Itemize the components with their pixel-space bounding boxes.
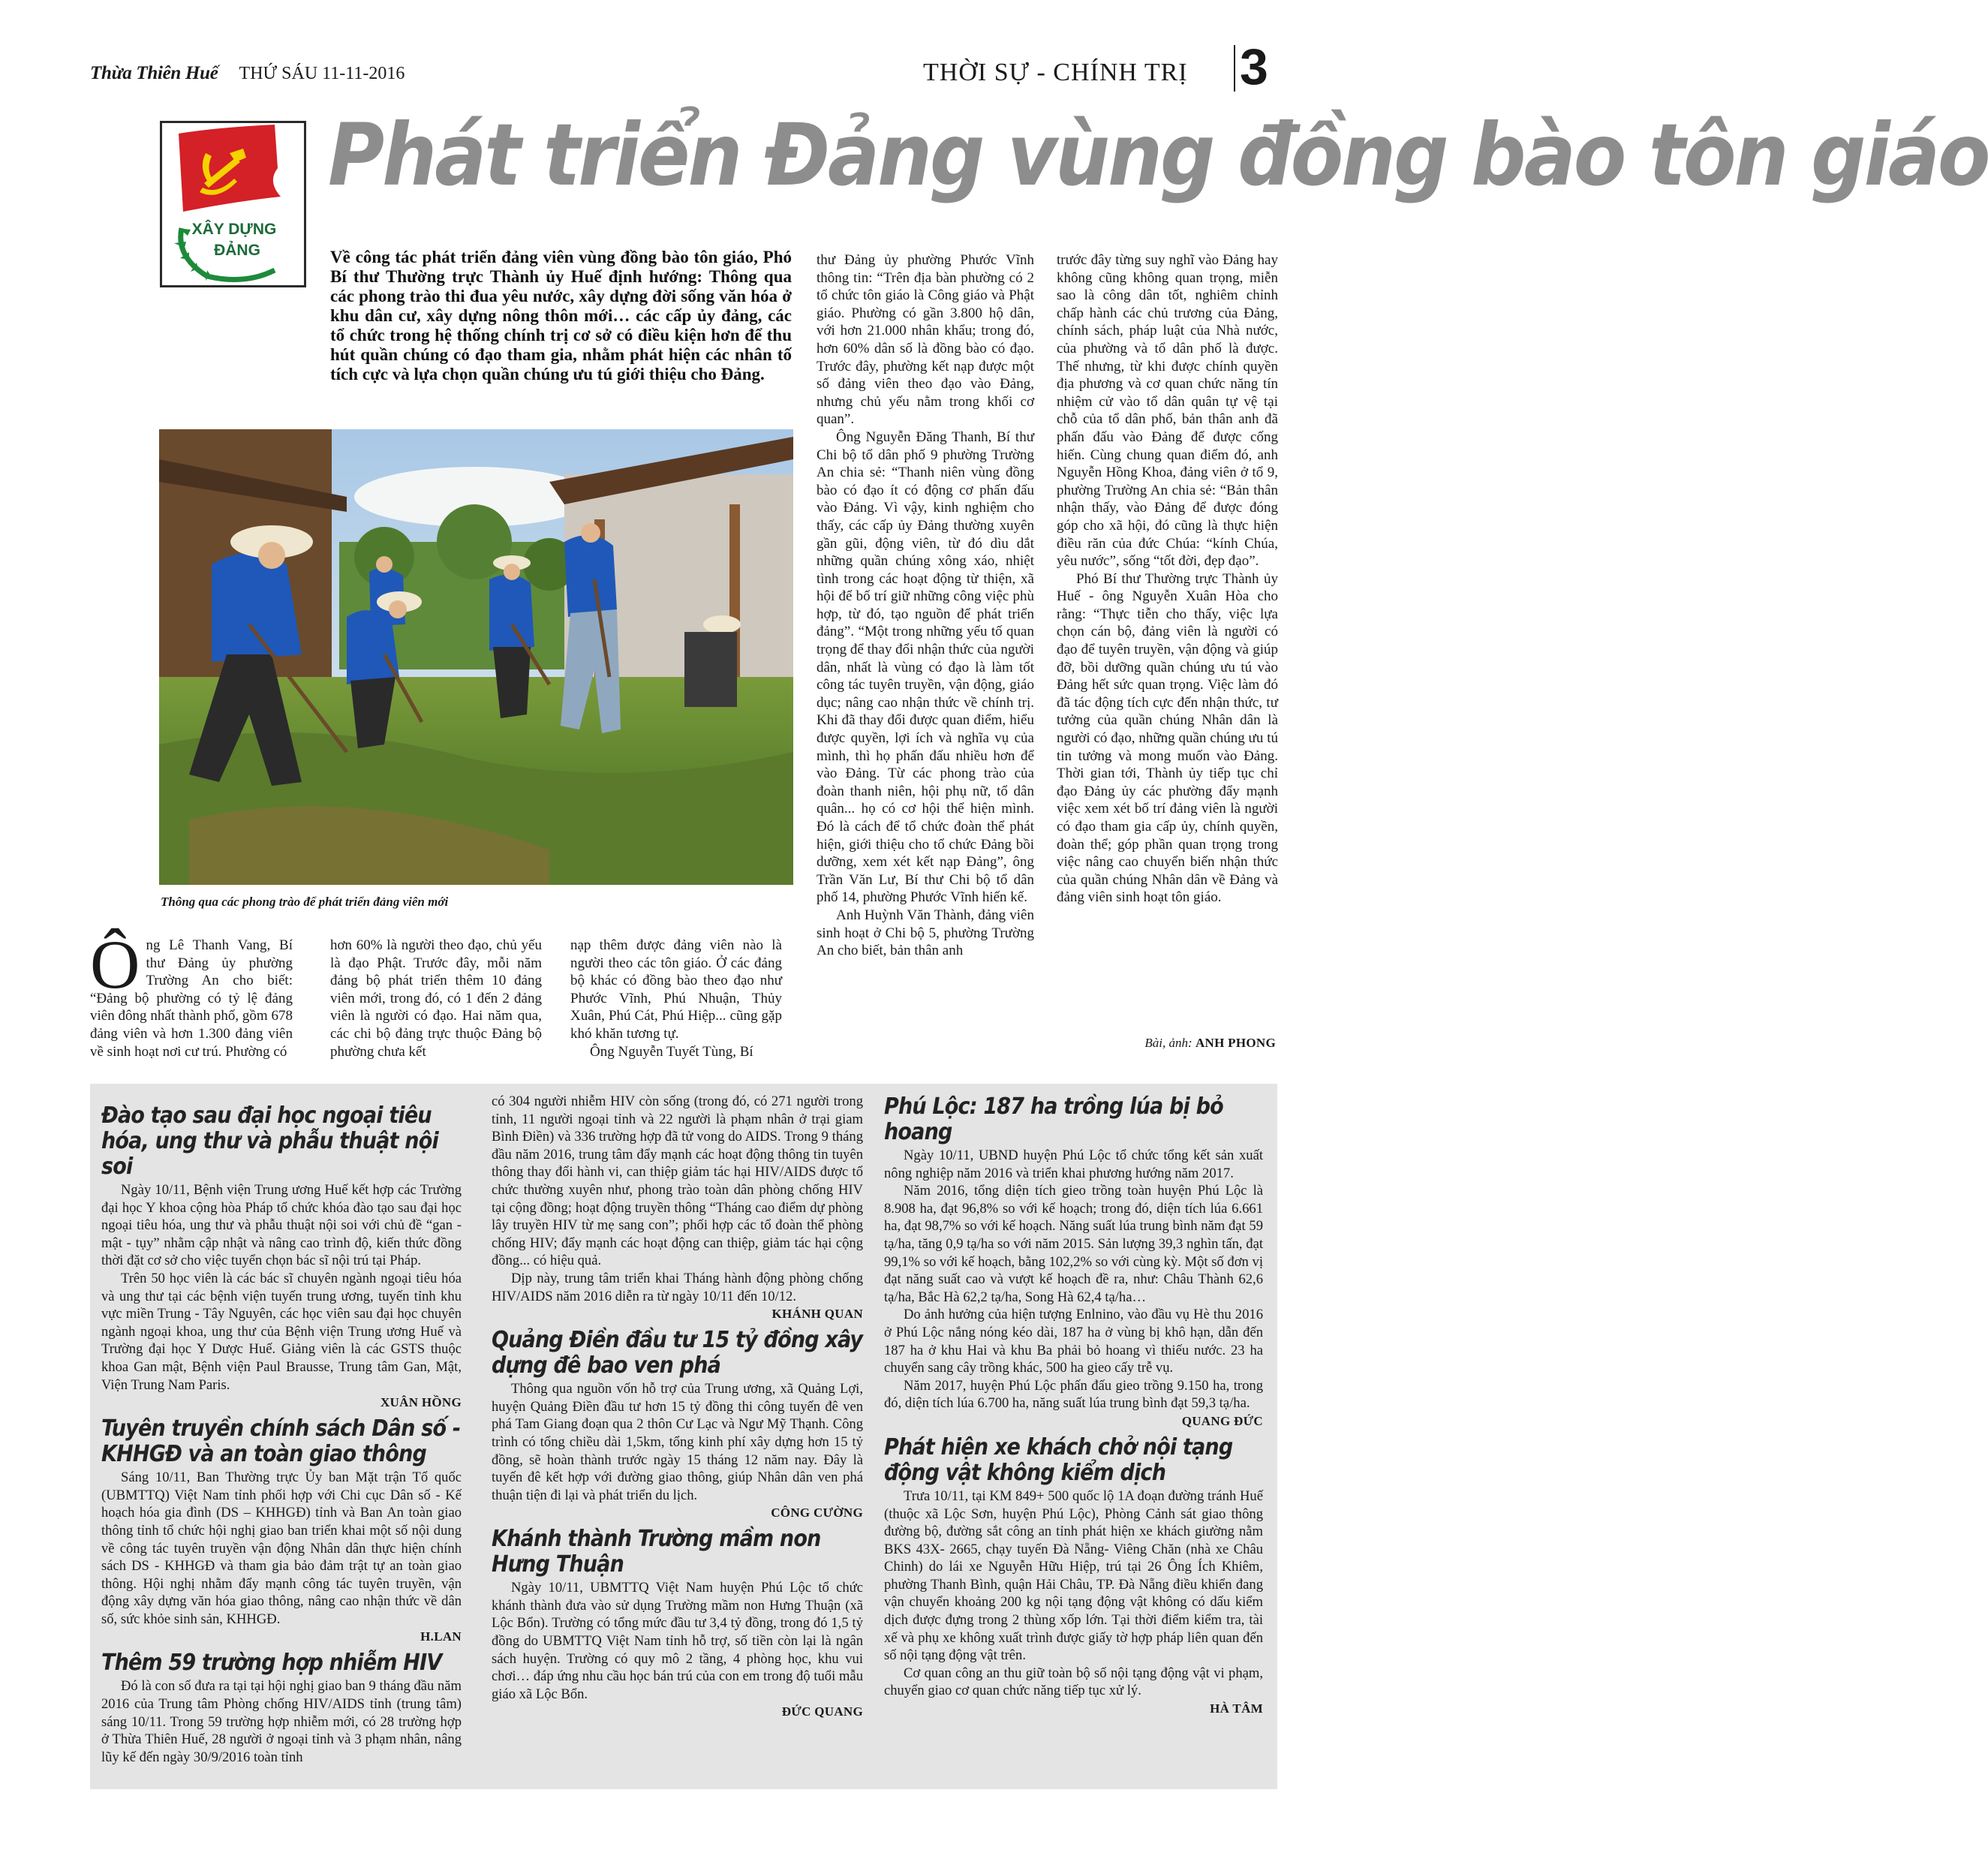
news-item xyxy=(101,1103,462,1410)
drop-cap: Ô xyxy=(90,926,140,1003)
paragraph: Cơ quan công an thu giữ toàn bộ số nội tạng động vật vi phạm, chuyển giao cơ quan chức năng tiếp tục xử lý. xyxy=(884,1665,1263,1699)
news-headline: Tuyên truyền chính sách Dân số - KHHGĐ và an toàn giao thông xyxy=(101,1415,461,1468)
news-headline: Đào tạo sau đại học ngoại tiêu hóa, ung thư và phẫu thuật nội soi xyxy=(101,1102,438,1180)
paragraph: Ngày 10/11, UBND huyện Phú Lộc tổ chức tổng kết sản xuất nông nghiệp năm 2016 và triển khai phương hướng năm 2017. xyxy=(884,1148,1263,1181)
article-lead: Về công tác phát triển đảng viên vùng đồng bào tôn giáo, Phó Bí thư Thường trực Thành ủy Huế định hướng: Thông qua các phong trào thi đua yêu nước, xây dựng đời sống văn hóa ở khu dân cư, xây dựng nông thôn mới… các cấp ủy đảng, các tổ chức trong hệ thống chính trị cơ sở có điều kiện hơn để thu hút quần chúng có đạo tham gia, nhằm phát hiện các nhân tố tích cực và lựa chọn quần chúng ưu tú giới thiệu cho Đảng. xyxy=(330,248,792,384)
news-item xyxy=(492,1093,863,1322)
section-name: THỜI SỰ - CHÍNH TRỊ xyxy=(923,59,1188,86)
news-column-3 xyxy=(884,1094,1263,1716)
paragraph: nạp thêm được đảng viên nào là người theo các tôn giáo. Ở các đảng bộ khác có đồng bào theo đạo như Phước Vĩnh, Phú Nhuận, Thủy Xuân, Phú Cát, Phú Hiệp... cũng gặp khó khăn tương tự. xyxy=(570,937,782,1042)
news-item xyxy=(101,1416,462,1644)
paragraph: Ông Nguyễn Đăng Thanh, Bí thư Chi bộ tổ dân phố 9 phường Trường An chia sẻ: “Thanh niên vùng đồng bào có đạo ít có động cơ phấn đấu vào Đảng. Vì vậy, kinh nghiệm cho thấy, các cấp ủy Đảng thường xuyên gần gũi, động viên, từ đó dìu dắt những quần chúng xông xáo, nhiệt tình trong các hoạt động từ thiện, xã hội để bố trí giữ những công việc phù hợp, từ đó, tạo nguồn để phát triển đảng”. “Một trong những yếu tố quan trọng để thay đổi nhận thức của người dân, nhất là vùng có đạo là làm tốt công tác tuyên truyền, vận động, giáo dục; nâng cao nhận thức về chính trị. Khi đã thay đổi được quan điểm, hiểu được quyền, lợi ích và nghĩa vụ của mình, thì họ phấn đấu nhiều hơn để vào Đảng. Từ các phong trào của đoàn thanh niên, hội phụ nữ, tổ dân quân... họ có cơ hội thể hiện mình. Đó là cách để tổ chức đoàn thể phát hiện, giới thiệu cho tổ chức Đảng bồi dưỡng, xem xét kết nạp Đảng”, ông Trần Văn Lư, Bí thư Chi bộ tổ dân phố 14, phường Phước Vĩnh hiến kế. xyxy=(817,429,1034,906)
news-author: ĐỨC QUANG xyxy=(781,1704,863,1719)
paragraph: Năm 2017, huyện Phú Lộc phấn đấu gieo trồng 9.150 ha, trong đó, diện tích lúa 6.700 ha, năng suất lúa trung bình đạt 59,3 tạ/ha. xyxy=(884,1377,1263,1412)
logo-label-line1: XÂY DỰNG xyxy=(191,221,277,238)
paragraph: Ngày 10/11, Bệnh viện Trung ương Huế kết hợp các Trường đại học Y khoa cộng hòa Pháp tổ chức khóa đào tạo sau đại học ngoại tiêu hóa, ung thư và phẫu thuật nội soi với chủ đề “gan - mật - tụy” nhằm cập nhật và nâng cao trình độ, kiến thức đồng thời đặt cơ sở cho việc tuyển chọn bác sĩ nội trú tại Pháp. xyxy=(101,1182,462,1269)
article-byline xyxy=(1073,1036,1276,1051)
news-item xyxy=(101,1650,462,1766)
paragraph: Anh Huỳnh Văn Thành, đảng viên sinh hoạt ở Chi bộ 5, phường Trường An cho biết, bản thân anh xyxy=(817,907,1034,959)
paragraph: Sáng 10/11, Ban Thường trực Ủy ban Mặt trận Tổ quốc (UBMTTQ) Việt Nam tỉnh phối hợp với Chi cục Dân số - Kế hoạch hóa gia đình (DS – KHHGĐ) tỉnh và Ban An toàn giao thông tỉnh tổ chức hội nghị giao ban triển khai một số nội dung về công tác tuyên truyền vận động Nhân dân thực hiện chính sách DS - KHHGĐ và tham gia bảo đảm trật tự an toàn giao thông. Hội nghị nhằm đẩy mạnh công tác tuyên truyền, vận động xây dựng văn hóa giao thông, nâng cao nhận thức về dân số, sức khỏe sinh sản, KHHGĐ. xyxy=(101,1469,462,1627)
paragraph: Ngày 10/11, UBMTTQ Việt Nam huyện Phú Lộc tổ chức khánh thành đưa vào sử dụng Trường mầm non Hưng Thuận (xã Lộc Bổn). Trường có tổng mức đầu tư 3,4 tỷ đồng, trong đó 1,5 tỷ đồng do UBMTTQ Việt Nam tỉnh hỗ trợ, số tiền còn lại là ngân sách huyện. Trường có quy mô 2 tầng, 4 phòng học, khu vui chơi… đáp ứng nhu cầu học bán trú của con em trong độ tuổi mẫu giáo xã Lộc Bổn. xyxy=(492,1580,863,1702)
news-author: H.LAN xyxy=(420,1629,462,1644)
news-author: XUÂN HỒNG xyxy=(380,1395,462,1410)
page-number: 3 xyxy=(1240,38,1268,95)
paragraph: Do ảnh hưởng của hiện tượng Enlnino, vào đầu vụ Hè thu 2016 ở Phú Lộc nắng nóng kéo dài, 187 ha ở vùng bị khô hạn, dẫn đến 187 ha ở khu Hai và khu Ba phải bỏ hoang vì thiếu nước. 23 ha chuyển sang cây trồng khác, 500 ha gieo cấy trễ vụ. xyxy=(884,1307,1263,1376)
logo-label-line2: ĐẢNG xyxy=(214,242,260,259)
photo-caption: Thông qua các phong trào để phát triển đảng viên mới xyxy=(161,895,449,909)
article-column-3 xyxy=(570,937,782,1060)
news-item xyxy=(884,1094,1263,1429)
article-column-4 xyxy=(817,251,1034,960)
news-headline: Phát hiện xe khách chở nội tạng động vật không kiểm dịch xyxy=(884,1433,1233,1486)
news-item xyxy=(492,1328,863,1521)
photo-volunteers-hoeing-icon xyxy=(159,429,793,885)
news-headline: Thêm 59 trường hợp nhiễm HIV xyxy=(101,1650,442,1677)
issue-date: THỨ SÁU 11-11-2016 xyxy=(239,64,405,83)
paragraph: có 304 người nhiễm HIV còn sống (trong đó, có 271 người trong tỉnh, 11 người ngoại tỉnh và 22 người là phạm nhân ở trại giam Bình Điền) và 336 trường hợp đã tử vong do AIDS. Trong 9 tháng đầu năm 2016, trung tâm đẩy mạnh các hoạt động thông tin tuyên thông thay đổi hành vi, can thiệp giảm tác hại HIV/AIDS được tổ chức thường xuyên như, phong trào toàn dân phòng chống HIV tại cộng đồng; hoạt động truyền thông “Tháng cao điểm dự phòng lây truyền HIV từ mẹ sang con”; phối hợp các tổ đoàn thể phòng chống HIV; đẩy mạnh các hoạt động can thiệp, giảm tác hại cộng đồng... có hiệu quả. xyxy=(492,1093,863,1269)
article-column-2-text: hơn 60% là người theo đạo, chủ yếu là đạo Phật. Trước đây, mỗi năm đảng bộ phát triển thêm 10 đảng viên mới, trong đó, có 1 đến 2 đảng viên là người có đạo. Hai năm qua, các chi bộ đảng trực thuộc Đảng bộ phường chưa kết xyxy=(330,937,542,1060)
byline-prefix: Bài, ảnh: xyxy=(1144,1036,1192,1050)
header-divider xyxy=(1234,45,1235,92)
news-headline: Quảng Điền đầu tư 15 tỷ đồng xây dựng đê bao ven phá xyxy=(492,1327,863,1379)
paragraph: thư Đảng ủy phường Phước Vĩnh thông tin: “Trên địa bàn phường có 2 tổ chức tôn giáo là Công giáo và Phật giáo. Phường có gần 3.800 hộ dân, với hơn 21.000 nhân khẩu; trong đó, hơn 60% dân số là đồng bào có đạo. Trước đây, phường kết nạp được một số đảng viên theo đạo vào Đảng, nhưng chủ yếu nằm trong khối cơ quan”. xyxy=(817,252,1034,428)
news-author: QUANG ĐỨC xyxy=(1181,1413,1263,1428)
paragraph: trước đây từng suy nghĩ vào Đảng hay không cũng không quan trọng, miễn sao là công dân tốt, nghiêm chỉnh chấp hành các chủ trương của Đảng, chính sách, pháp luật của Nhà nước, của phường và tổ dân phố là được. Thế nhưng, từ khi được chính quyền địa phương và cơ quan chức năng tín nhiệm cử vào tổ dân quân tự vệ tại chỗ của tổ dân phố, bản thân anh đã phấn đấu vào Đảng để được cống hiến. Cùng chung quan điểm đó, anh Nguyễn Hồng Khoa, đảng viên ở tổ 9, phường Trường An chia sẻ: “Bản thân nhận thấy, vào Đảng để được đóng góp cho xã hội, đó cũng là thực hiện điều răn của đức Chúa: “kính Chúa, yêu nước”, sống “tốt đời, đẹp đạo”. xyxy=(1057,252,1278,570)
article-column-1-text: ng Lê Thanh Vang, Bí thư Đảng ủy phường Trường An cho biết: “Đảng bộ phường có tỷ lệ đảng viên đông nhất thành phố, gồm 678 đảng viên và hơn 1.300 đảng viên về sinh hoạt nơi cư trú. Phường có xyxy=(90,937,293,1060)
news-column-1 xyxy=(101,1103,462,1766)
article-column-1 xyxy=(90,926,293,1060)
masthead xyxy=(90,63,405,84)
publication-name: Thừa Thiên Huế xyxy=(90,63,218,83)
news-column-2 xyxy=(492,1093,863,1719)
party-flag-emblem-icon xyxy=(162,123,304,285)
news-author: KHÁNH QUAN xyxy=(771,1307,863,1322)
paragraph: Ông Nguyễn Tuyết Tùng, Bí xyxy=(590,1043,753,1060)
paragraph: Dịp này, trung tâm triển khai Tháng hành động phòng chống HIV/AIDS năm 2016 diễn ra từ ngày 10/11 đến 10/12. xyxy=(492,1270,863,1304)
xay-dung-dang-logo xyxy=(160,121,306,287)
paragraph: Trưa 10/11, tại KM 849+ 500 quốc lộ 1A đoạn đường tránh Huế (thuộc xã Lộc Sơn, huyện Phú Lộc), Phòng Cảnh sát giao thông đường bộ, đường sắt công an tỉnh phát hiện xe khách giường nằm BKS 43X- 2665, chạy tuyến Đà Nẵng- Viêng Chăn (nhà xe Châu Chinh) do lái xe Nguyễn Hữu Hiệp, trú tại 26 Ông Ích Khiêm, phường Thanh Bình, quận Hải Châu, TP. Đà Nẵng điều khiển đang vận chuyển khoảng 200 kg nội tạng động vật không có dấu kiểm dịch được đựng trong 2 thùng xốp lớn. Tại thời điểm kiểm tra, tài xế và phụ xe không xuất trình được giấy tờ hợp pháp liên quan đến số nội tạng động vật trên. xyxy=(884,1487,1263,1664)
paragraph: Trên 50 học viên là các bác sĩ chuyên ngành ngoại tiêu hóa và ung thư tại các bệnh viện tuyến trung ương, tuyến tỉnh khu vực miền Trung - Tây Nguyên, các học viên sau đại học chuyên ngành ngoại khoa, ung thư của Bệnh viện Trung ương Huế và Trường đại học Y Dược Huế. Giảng viên là các GSTS thuộc khoa Gan mật, Bệnh viện Paul Brausse, Trung tâm Gan, Mật, Viện Trung Nam Paris. xyxy=(101,1270,462,1393)
news-item xyxy=(492,1527,863,1719)
paragraph: Phó Bí thư Thường trực Thành ủy Huế - ông Nguyễn Xuân Hòa cho rằng: “Thực tiễn cho thấy, việc lựa chọn cán bộ, đảng viên là người có đạo để tuyên truyền, vận động và giúp đỡ, bồi dưỡng quần chúng ưu tú vào Đảng hết sức quan trọng. Việc làm đó đã tác động tích cực đến nhận thức, tư tưởng của quần chúng Nhân dân là người có đạo, những quần chúng ưu tú tin tưởng và mong muốn vào Đảng. Thời gian tới, Thành ủy tiếp tục chỉ đạo Đảng ủy các phường đẩy mạnh việc xem xét bố trí đảng viên là người có đạo tham gia cấp ủy, chính quyền, đoàn thể; góp phần quan trọng trong việc nâng cao chuyển biến nhận thức của quần chúng Nhân dân về Đảng và đảng viên sinh hoạt tôn giáo. xyxy=(1057,570,1278,906)
paragraph: Thông qua nguồn vốn hỗ trợ của Trung ương, xã Quảng Lợi, huyện Quảng Điền đầu tư hơn 15 tỷ đồng thi công tuyến đê ven phá Tam Giang đoạn qua 2 thôn Cư Lạc và Ngư Mỹ Thạnh. Công trình có tổng chiều dài 1,5km, tổng kinh phí xây dựng hơn 15 tỷ đồng, sẽ hoàn thành trước ngày 15 tháng 12 năm nay. Đây là tuyến đê kết hợp với đường giao thông, giúp Nhân dân ven phá thuận tiện đi lại và phát triển du lịch. xyxy=(492,1381,863,1503)
paragraph: Năm 2016, tổng diện tích gieo trồng toàn huyện Phú Lộc là 8.908 ha, đạt 96,8% so với kế hoạch; trong đó, diện tích lúa 6.661 ha, đạt 98,7% so với kế hoạch. Năng suất lúa trung bình năm đạt 59 tạ/ha, tăng 0,9 tạ/ha so với năm 2015. Sản lượng 39,3 nghìn tấn, đạt 99,1% so với kế hoạch, bằng 102,2% so với cùng kỳ. Một số đơn vị đạt năng suất cao và vượt kế hoạch đề ra, như: Châu Thành 62,6 tạ/ha, Bắc Hà 62,2 tạ/ha, Song Hà 62,4 tạ/ha… xyxy=(884,1183,1263,1305)
news-headline: Khánh thành Trường mầm non Hưng Thuận xyxy=(492,1526,821,1578)
byline-author: ANH PHONG xyxy=(1195,1036,1276,1050)
news-item xyxy=(884,1435,1263,1716)
news-author: CÔNG CƯỜNG xyxy=(771,1506,863,1521)
news-headline: Phú Lộc: 187 ha trồng lúa bị bỏ hoang xyxy=(884,1093,1223,1145)
article-column-5 xyxy=(1057,251,1278,907)
article-column-2 xyxy=(330,937,542,1060)
news-author: HÀ TÂM xyxy=(1210,1701,1263,1716)
paragraph: Đó là con số đưa ra tại tại hội nghị giao ban 9 tháng đầu năm 2016 của Trung tâm Phòng chống HIV/AIDS tỉnh (trung tâm) sáng 10/11. Trong 59 trường hợp nhiễm mới, có 28 trường hợp ở Thừa Thiên Huế, 28 người ở ngoại tỉnh và 3 phạm nhân, nâng lũy kế đến ngày 30/9/2016 toàn tỉnh xyxy=(101,1678,462,1765)
article-photo xyxy=(159,429,793,885)
article-title: Phát triển Đảng vùng đồng bào tôn giáo xyxy=(328,105,1988,205)
